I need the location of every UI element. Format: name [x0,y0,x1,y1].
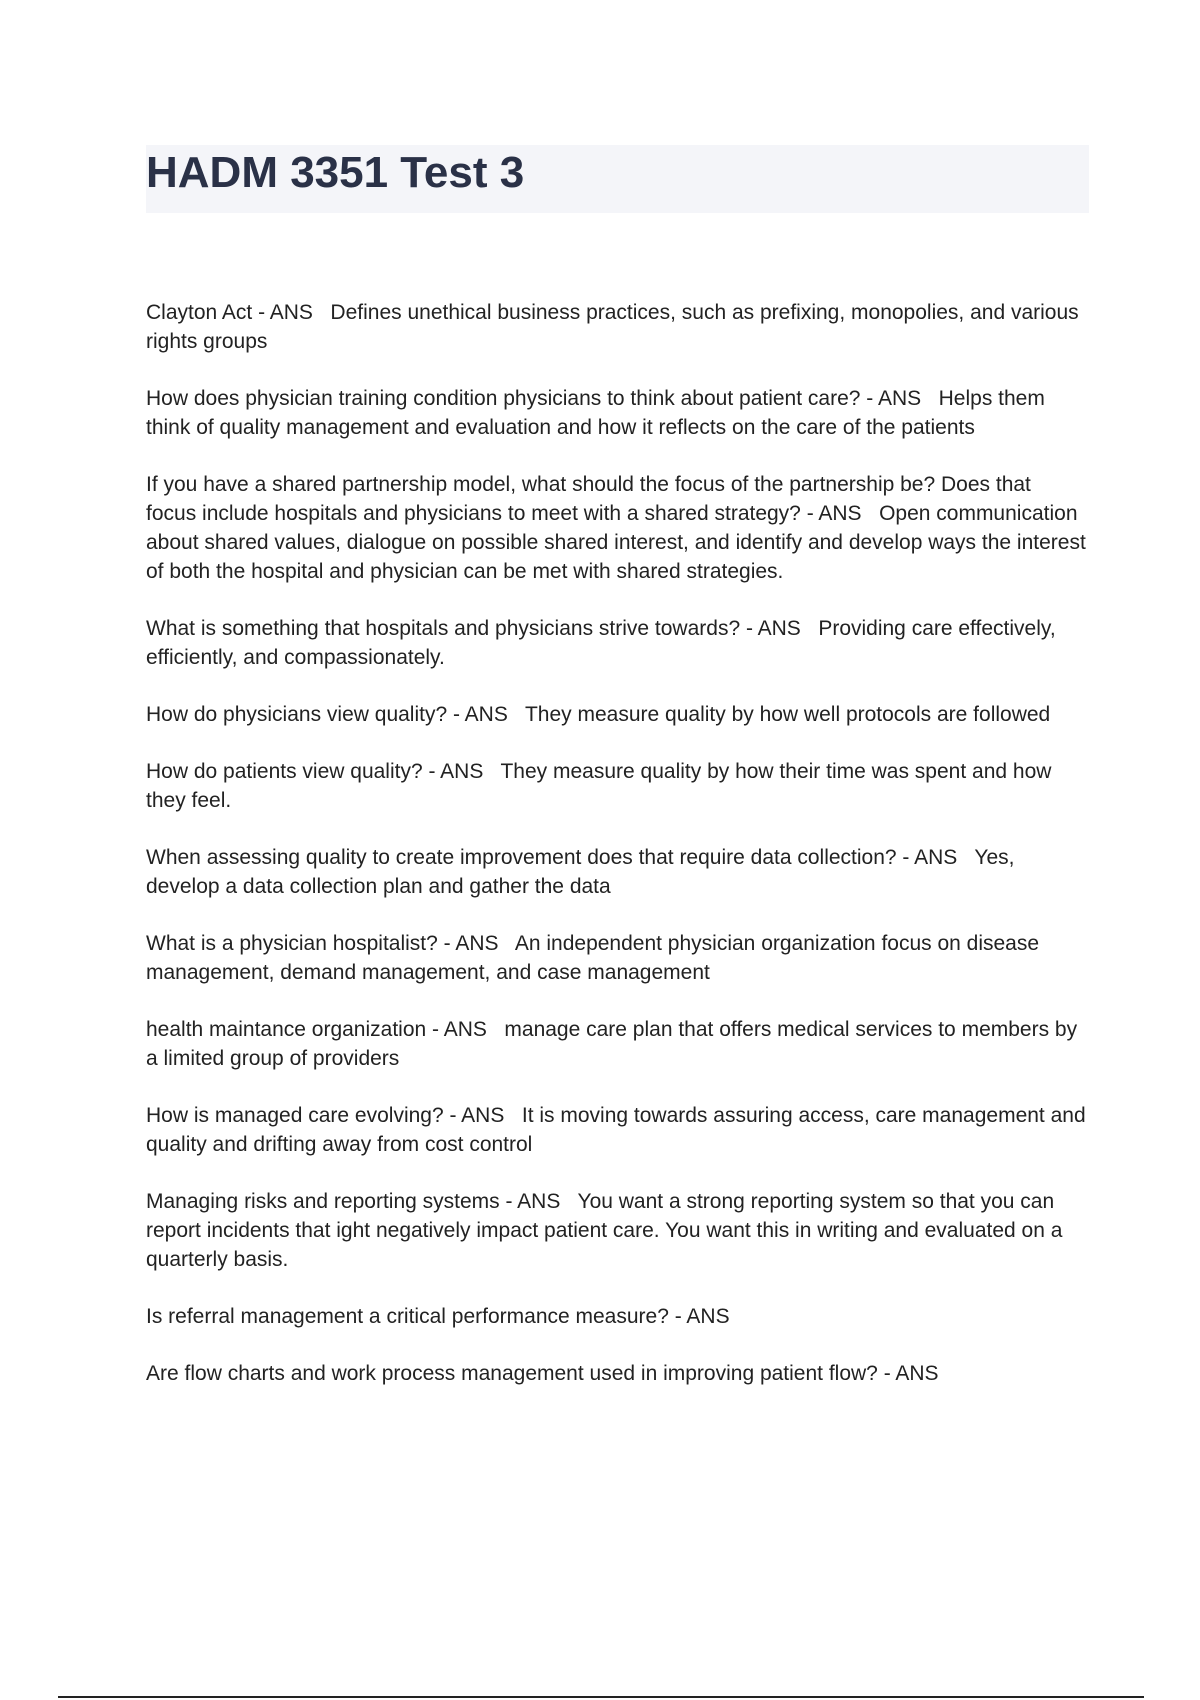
answer-text: They measure quality by how their time was spent and how they feel. [146,760,1052,812]
qa-item [146,1302,1086,1331]
answer-text: Providing care effectively, efficiently, and compassionately. [146,617,1056,669]
answer-text: Yes, develop a data collection plan and gather the data [146,846,1015,898]
answer-separator: - ANS [740,617,819,640]
question-text: Are flow charts and work process management used in improving patient flow? [146,1362,878,1385]
answer-separator: - ANS [896,846,975,869]
answer-text: An independent physician organization focus on disease management, demand management, and case management [146,932,1040,984]
answer-separator: - ANS [499,1190,578,1213]
answer-text: You want a strong reporting system so that you can report incidents that ight negatively impact patient care. You want this in writing and evaluated on a quarterly basis. [146,1190,1063,1271]
page-title: HADM 3351 Test 3 [146,148,525,197]
title-banner [146,145,1089,213]
answer-separator: - ANS [668,1305,748,1328]
qa-item [146,929,1086,987]
qa-item [146,470,1086,586]
question-text: When assessing quality to create improvement does that require data collection? [146,846,897,869]
question-text: How is managed care evolving? [146,1104,444,1127]
answer-text: Defines unethical business practices, such as prefixing, monopolies, and various rights groups [146,301,1079,353]
qa-item [146,384,1086,442]
question-text: How does physician training condition physicians to think about patient care? [146,387,861,410]
answer-text: manage care plan that offers medical services to members by a limited group of providers [146,1018,1078,1070]
qa-item [146,843,1086,901]
answer-separator: - ANS [860,387,939,410]
question-text: If you have a shared partnership model, what should the focus of the partnership be? Does that focus include hospitals and physicians to meet with a shared strategy? [146,473,1031,525]
answer-text: Open communication about shared values, dialogue on possible shared interest, and identify and develop ways the interest of both the hospital and physician can be met with shared strategies. [146,502,1086,583]
footer-divider [58,1696,1144,1698]
qa-item [146,614,1086,672]
question-text: How do patients view quality? [146,760,423,783]
qa-item [146,1101,1086,1159]
qa-item [146,298,1086,356]
qa-item [146,700,1086,729]
answer-separator: - ANS [443,1104,522,1127]
qa-list [146,298,1086,1416]
question-text: How do physicians view quality? [146,703,448,726]
answer-separator: - ANS [437,932,515,955]
qa-item [146,757,1086,815]
answer-separator: - ANS [252,301,331,324]
question-text: What is something that hospitals and physicians strive towards? [146,617,741,640]
question-text: What is a physician hospitalist? [146,932,438,955]
qa-item [146,1015,1086,1073]
answer-separator: - ANS [422,760,501,783]
answer-text: They measure quality by how well protocols are followed [524,703,1051,726]
question-text: Is referral management a critical performance measure? [146,1305,669,1328]
answer-separator: - ANS [426,1018,505,1041]
qa-item [146,1359,1086,1388]
qa-item [146,1187,1086,1274]
answer-separator: - ANS [447,703,525,726]
answer-text: It is moving towards assuring access, care management and quality and drifting away from cost control [146,1104,1086,1156]
answer-separator: - ANS [800,502,880,525]
question-text: Managing risks and reporting systems [146,1190,500,1213]
question-text: Clayton Act [146,301,253,324]
answer-text: Helps them think of quality management and evaluation and how it reflects on the care of the patients [146,387,1045,439]
question-text: health maintance organization [146,1018,427,1041]
answer-separator: - ANS [877,1362,957,1385]
